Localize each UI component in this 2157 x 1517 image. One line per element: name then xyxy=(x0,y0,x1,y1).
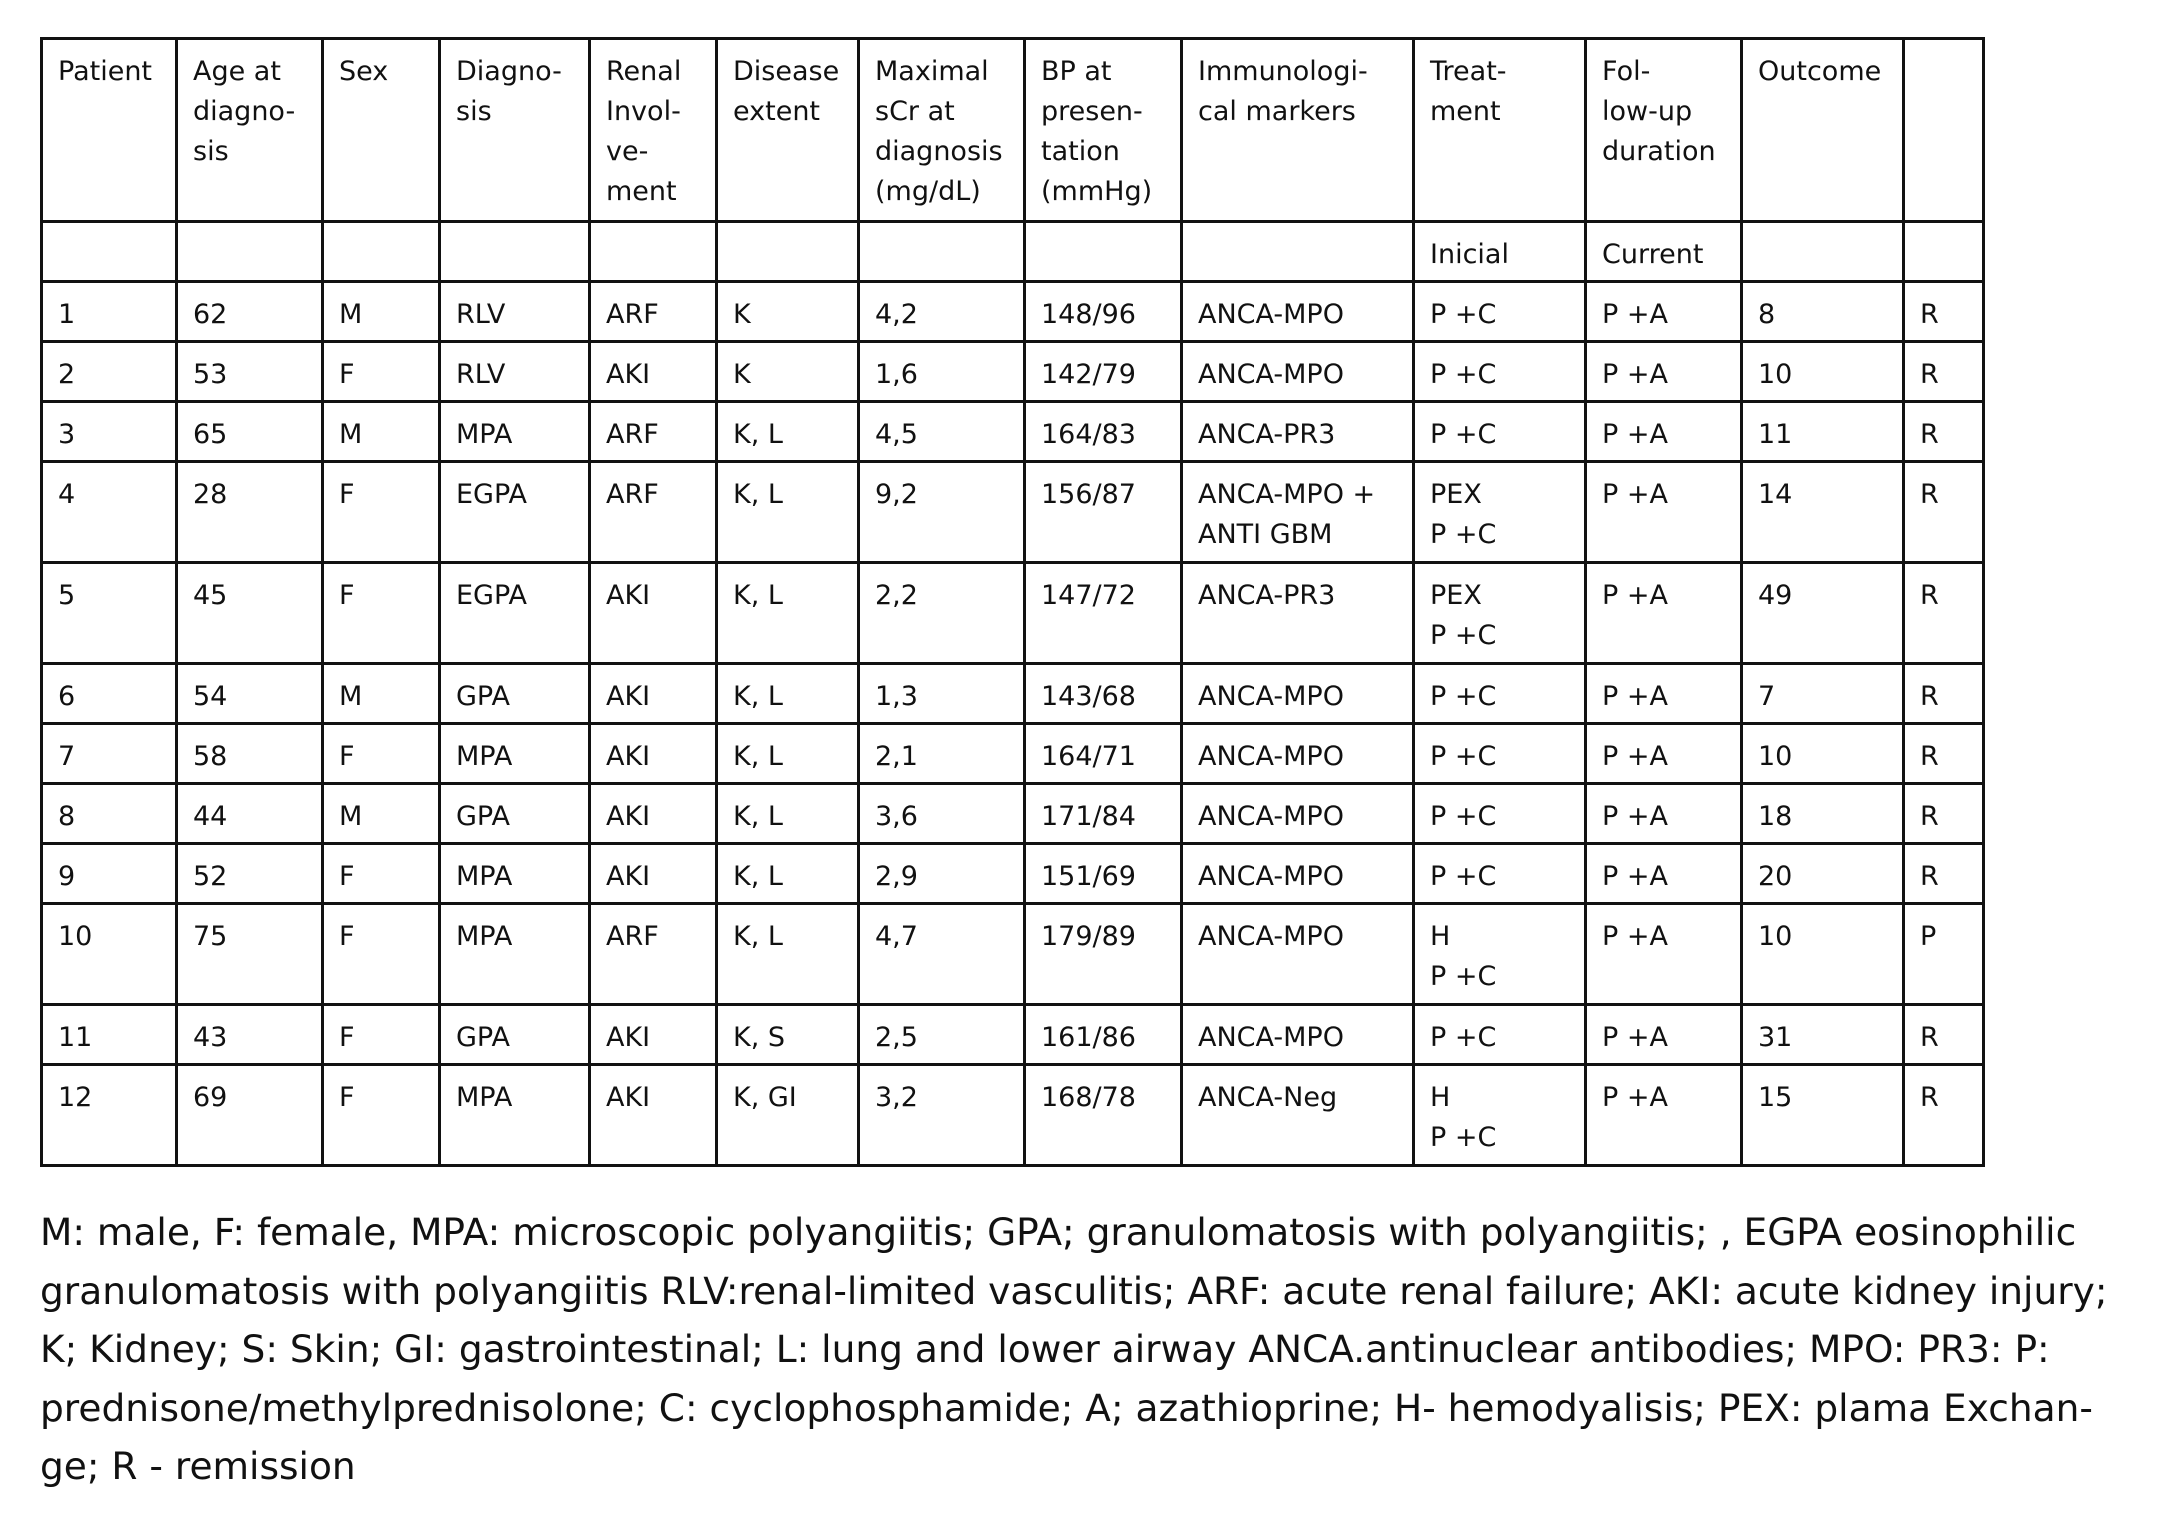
table-row xyxy=(42,282,1984,342)
cell-diagnosis: GPA xyxy=(440,784,590,844)
cell-remission: R xyxy=(1904,462,1984,563)
cell-max-scr: 4,5 xyxy=(859,402,1025,462)
cell-sex: M xyxy=(323,664,440,724)
cell-bp: 143/68 xyxy=(1025,664,1182,724)
cell-age: Age at diagno- sis xyxy=(177,39,323,222)
cell-sex: M xyxy=(323,282,440,342)
cell-treatment: P +C xyxy=(1414,342,1586,402)
cell-follow-up: P +A xyxy=(1586,724,1742,784)
cell-remission: R xyxy=(1904,342,1984,402)
cell-age: 54 xyxy=(177,664,323,724)
cell-follow-up: P +A xyxy=(1586,784,1742,844)
cell-outcome: Outcome xyxy=(1742,39,1904,222)
cell-diagnosis: RLV xyxy=(440,342,590,402)
cell-sex: M xyxy=(323,784,440,844)
cell-max-scr: Maximal sCr at diagnosis (mg/dL) xyxy=(859,39,1025,222)
cell-age xyxy=(177,222,323,282)
cell-bp: 147/72 xyxy=(1025,563,1182,664)
cell-renal-involvement: Renal Invol- ve- ment xyxy=(590,39,717,222)
cell-remission: R xyxy=(1904,402,1984,462)
cell-sex: F xyxy=(323,563,440,664)
cell-bp: BP at presen- tation (mmHg) xyxy=(1025,39,1182,222)
cell-treatment: P +C xyxy=(1414,664,1586,724)
cell-outcome: 20 xyxy=(1742,844,1904,904)
cell-immunological-markers: ANCA-MPO + ANTI GBM xyxy=(1182,462,1414,563)
cell-bp: 168/78 xyxy=(1025,1065,1182,1166)
cell-patient: 11 xyxy=(42,1005,177,1065)
cell-disease-extent: K, S xyxy=(717,1005,859,1065)
cell-max-scr: 3,6 xyxy=(859,784,1025,844)
cell-patient: 10 xyxy=(42,904,177,1005)
cell-outcome: 14 xyxy=(1742,462,1904,563)
cell-outcome: 18 xyxy=(1742,784,1904,844)
cell-treatment: H P +C xyxy=(1414,904,1586,1005)
table-row xyxy=(42,1005,1984,1065)
cell-renal-involvement: AKI xyxy=(590,664,717,724)
cell-age: 58 xyxy=(177,724,323,784)
cell-max-scr: 4,2 xyxy=(859,282,1025,342)
cell-max-scr: 2,9 xyxy=(859,844,1025,904)
cell-follow-up: P +A xyxy=(1586,1065,1742,1166)
cell-outcome: 10 xyxy=(1742,904,1904,1005)
cell-follow-up: P +A xyxy=(1586,282,1742,342)
cell-disease-extent: K xyxy=(717,342,859,402)
cell-treatment: P +C xyxy=(1414,1005,1586,1065)
cell-age: 75 xyxy=(177,904,323,1005)
cell-age: 45 xyxy=(177,563,323,664)
cell-age: 62 xyxy=(177,282,323,342)
cell-follow-up: P +A xyxy=(1586,563,1742,664)
cell-renal-involvement: ARF xyxy=(590,462,717,563)
table-row xyxy=(42,784,1984,844)
cell-patient xyxy=(42,222,177,282)
cell-age: 69 xyxy=(177,1065,323,1166)
cell-max-scr xyxy=(859,222,1025,282)
cell-treatment: P +C xyxy=(1414,282,1586,342)
cell-sex: Sex xyxy=(323,39,440,222)
cell-immunological-markers: ANCA-Neg xyxy=(1182,1065,1414,1166)
table-row xyxy=(42,342,1984,402)
cell-immunological-markers: ANCA-PR3 xyxy=(1182,563,1414,664)
cell-immunological-markers: ANCA-MPO xyxy=(1182,342,1414,402)
cell-patient: 3 xyxy=(42,402,177,462)
cell-diagnosis: MPA xyxy=(440,1065,590,1166)
cell-immunological-markers: ANCA-MPO xyxy=(1182,664,1414,724)
cell-bp xyxy=(1025,222,1182,282)
cell-patient: 4 xyxy=(42,462,177,563)
cell-treatment: P +C xyxy=(1414,402,1586,462)
cell-max-scr: 4,7 xyxy=(859,904,1025,1005)
cell-follow-up: P +A xyxy=(1586,1005,1742,1065)
cell-treatment: Inicial xyxy=(1414,222,1586,282)
cell-renal-involvement: ARF xyxy=(590,904,717,1005)
cell-immunological-markers: ANCA-MPO xyxy=(1182,282,1414,342)
cell-outcome: 31 xyxy=(1742,1005,1904,1065)
cell-follow-up: P +A xyxy=(1586,342,1742,402)
cell-patient: 5 xyxy=(42,563,177,664)
cell-diagnosis: EGPA xyxy=(440,462,590,563)
cell-outcome: 7 xyxy=(1742,664,1904,724)
cell-disease-extent: K, L xyxy=(717,664,859,724)
cell-outcome: 49 xyxy=(1742,563,1904,664)
cell-bp: 161/86 xyxy=(1025,1005,1182,1065)
cell-outcome: 10 xyxy=(1742,724,1904,784)
cell-max-scr: 2,2 xyxy=(859,563,1025,664)
cell-renal-involvement: AKI xyxy=(590,724,717,784)
cell-diagnosis: Diagno- sis xyxy=(440,39,590,222)
table-row xyxy=(42,904,1984,1005)
cell-immunological-markers xyxy=(1182,222,1414,282)
cell-treatment: PEX P +C xyxy=(1414,462,1586,563)
cell-remission: R xyxy=(1904,1065,1984,1166)
cell-bp: 164/71 xyxy=(1025,724,1182,784)
cell-remission: R xyxy=(1904,282,1984,342)
cell-sex: F xyxy=(323,1065,440,1166)
cell-max-scr: 3,2 xyxy=(859,1065,1025,1166)
cell-diagnosis: MPA xyxy=(440,724,590,784)
cell-patient: 6 xyxy=(42,664,177,724)
cell-immunological-markers: Immunologi- cal markers xyxy=(1182,39,1414,222)
cell-remission: R xyxy=(1904,784,1984,844)
cell-renal-involvement: ARF xyxy=(590,282,717,342)
cell-max-scr: 2,1 xyxy=(859,724,1025,784)
cell-remission: R xyxy=(1904,724,1984,784)
table-row xyxy=(42,402,1984,462)
cell-follow-up: Current xyxy=(1586,222,1742,282)
cell-bp: 156/87 xyxy=(1025,462,1182,563)
cell-sex: F xyxy=(323,1005,440,1065)
table-row xyxy=(42,664,1984,724)
cell-immunological-markers: ANCA-MPO xyxy=(1182,784,1414,844)
table-row xyxy=(42,844,1984,904)
cell-patient: 1 xyxy=(42,282,177,342)
cell-age: 43 xyxy=(177,1005,323,1065)
cell-immunological-markers: ANCA-MPO xyxy=(1182,844,1414,904)
cell-remission: R xyxy=(1904,563,1984,664)
cell-remission: R xyxy=(1904,664,1984,724)
cell-disease-extent: K, L xyxy=(717,563,859,664)
cell-follow-up: P +A xyxy=(1586,402,1742,462)
cell-bp: 164/83 xyxy=(1025,402,1182,462)
cell-outcome: 11 xyxy=(1742,402,1904,462)
cell-bp: 171/84 xyxy=(1025,784,1182,844)
cell-immunological-markers: ANCA-MPO xyxy=(1182,904,1414,1005)
cell-renal-involvement: AKI xyxy=(590,1005,717,1065)
cell-disease-extent: Disease extent xyxy=(717,39,859,222)
cell-age: 44 xyxy=(177,784,323,844)
cell-follow-up: Fol- low-up duration xyxy=(1586,39,1742,222)
cell-remission: P xyxy=(1904,904,1984,1005)
cell-age: 65 xyxy=(177,402,323,462)
cell-sex: F xyxy=(323,342,440,402)
cell-renal-involvement: AKI xyxy=(590,563,717,664)
cell-sex: M xyxy=(323,402,440,462)
cell-diagnosis: MPA xyxy=(440,402,590,462)
table-row xyxy=(42,1065,1984,1166)
cell-remission: R xyxy=(1904,1005,1984,1065)
table-row xyxy=(42,724,1984,784)
cell-disease-extent: K xyxy=(717,282,859,342)
cell-max-scr: 1,6 xyxy=(859,342,1025,402)
cell-disease-extent: K, L xyxy=(717,784,859,844)
cell-sex: F xyxy=(323,844,440,904)
cell-bp: 148/96 xyxy=(1025,282,1182,342)
cell-patient: 9 xyxy=(42,844,177,904)
cell-treatment: P +C xyxy=(1414,844,1586,904)
cell-disease-extent: K, L xyxy=(717,724,859,784)
cell-treatment: H P +C xyxy=(1414,1065,1586,1166)
cell-renal-involvement: AKI xyxy=(590,342,717,402)
cell-disease-extent: K, GI xyxy=(717,1065,859,1166)
cell-max-scr: 1,3 xyxy=(859,664,1025,724)
cell-immunological-markers: ANCA-PR3 xyxy=(1182,402,1414,462)
cell-max-scr: 9,2 xyxy=(859,462,1025,563)
cell-remission xyxy=(1904,39,1984,222)
cell-patient: 2 xyxy=(42,342,177,402)
cell-renal-involvement: AKI xyxy=(590,1065,717,1166)
cell-patient: 7 xyxy=(42,724,177,784)
cell-age: 52 xyxy=(177,844,323,904)
cell-renal-involvement: AKI xyxy=(590,844,717,904)
cell-sex: F xyxy=(323,904,440,1005)
cell-patient: Patient xyxy=(42,39,177,222)
header-row xyxy=(42,39,1984,222)
cell-outcome: 8 xyxy=(1742,282,1904,342)
footnote: M: male, F: female, MPA: microscopic polyangiitis; GPA; granulomatosis with polyangiitis; , EGPA eosinophilic granulomatosis with polyangiitis RLV:renal-limited vasculitis; ARF: acute renal failure; AKI: acute kidney injury; K; Kidney; S: Skin; GI: gastrointestinal; L: lung and lower airway ANCA.antinuclear antibodies; MPO: PR3: P: prednisone/methylprednisolone; C: cyclophosphamide; A; azathioprine; H- hemodyalisis; PEX: plama Exchan-ge; R - remission xyxy=(40,1210,2108,1488)
cell-diagnosis: MPA xyxy=(440,904,590,1005)
cell-immunological-markers: ANCA-MPO xyxy=(1182,724,1414,784)
cell-age: 28 xyxy=(177,462,323,563)
cell-follow-up: P +A xyxy=(1586,462,1742,563)
table-row xyxy=(42,462,1984,563)
cell-treatment: Treat- ment xyxy=(1414,39,1586,222)
cell-immunological-markers: ANCA-MPO xyxy=(1182,1005,1414,1065)
cell-patient: 12 xyxy=(42,1065,177,1166)
cell-disease-extent: K, L xyxy=(717,462,859,563)
cell-renal-involvement: ARF xyxy=(590,402,717,462)
cell-renal-involvement xyxy=(590,222,717,282)
table-row xyxy=(42,563,1984,664)
subheader-row xyxy=(42,222,1984,282)
cell-bp: 142/79 xyxy=(1025,342,1182,402)
cell-diagnosis: EGPA xyxy=(440,563,590,664)
cell-disease-extent xyxy=(717,222,859,282)
cell-treatment: P +C xyxy=(1414,784,1586,844)
cell-follow-up: P +A xyxy=(1586,664,1742,724)
cell-outcome: 15 xyxy=(1742,1065,1904,1166)
cell-remission xyxy=(1904,222,1984,282)
cell-sex: F xyxy=(323,724,440,784)
cell-sex: F xyxy=(323,462,440,563)
cell-treatment: PEX P +C xyxy=(1414,563,1586,664)
cell-bp: 151/69 xyxy=(1025,844,1182,904)
cell-max-scr: 2,5 xyxy=(859,1005,1025,1065)
cell-sex xyxy=(323,222,440,282)
cell-diagnosis: GPA xyxy=(440,664,590,724)
cell-disease-extent: K, L xyxy=(717,402,859,462)
cell-outcome xyxy=(1742,222,1904,282)
cell-diagnosis xyxy=(440,222,590,282)
patient-table xyxy=(40,37,1985,1167)
cell-follow-up: P +A xyxy=(1586,844,1742,904)
cell-patient: 8 xyxy=(42,784,177,844)
cell-diagnosis: MPA xyxy=(440,844,590,904)
table-body xyxy=(42,39,1984,1166)
cell-disease-extent: K, L xyxy=(717,844,859,904)
cell-diagnosis: RLV xyxy=(440,282,590,342)
cell-disease-extent: K, L xyxy=(717,904,859,1005)
cell-treatment: P +C xyxy=(1414,724,1586,784)
cell-bp: 179/89 xyxy=(1025,904,1182,1005)
cell-follow-up: P +A xyxy=(1586,904,1742,1005)
cell-diagnosis: GPA xyxy=(440,1005,590,1065)
cell-remission: R xyxy=(1904,844,1984,904)
cell-outcome: 10 xyxy=(1742,342,1904,402)
cell-age: 53 xyxy=(177,342,323,402)
cell-renal-involvement: AKI xyxy=(590,784,717,844)
